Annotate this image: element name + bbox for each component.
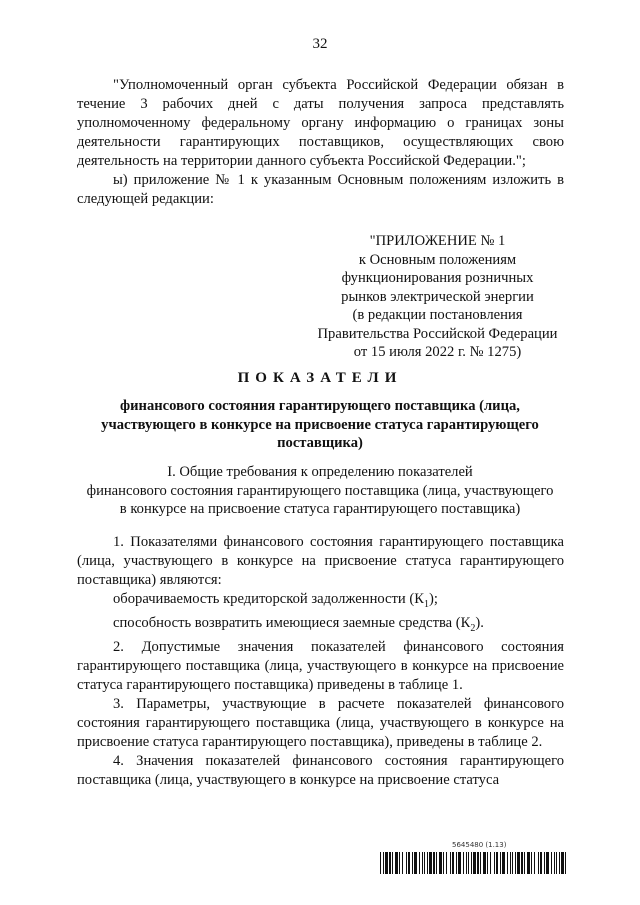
item-4: 4. Значения показателей финансового состояния гарантирующего поставщика (лица, участвующего в конкурсе на присвоение статуса bbox=[77, 752, 564, 788]
appendix-line: функционирования розничных bbox=[341, 270, 534, 286]
item-1-indicator-k2 bbox=[77, 614, 564, 638]
intro-text bbox=[77, 76, 564, 209]
section-heading-line: в конкурсе на присвоение статуса гарантирующего поставщика) bbox=[119, 501, 521, 517]
indicator-k2-end: ). bbox=[475, 614, 484, 631]
appendix-line: Правительства Российской Федерации bbox=[317, 325, 558, 342]
appendix-line: (в редакции постановления bbox=[352, 307, 523, 323]
barcode-image bbox=[380, 852, 566, 874]
appendix-header bbox=[300, 232, 575, 362]
indicator-k2-subscript: 2 bbox=[470, 622, 476, 634]
document-title: ПОКАЗАТЕЛИ bbox=[237, 370, 403, 386]
page-number: 32 bbox=[312, 36, 328, 52]
item-1: 1. Показателями финансового состояния гарантирующего поставщика (лица, участвующего в конкурсе на присвоение статуса гарантирующего поставщика) являются: bbox=[77, 534, 564, 588]
appendix-line: "ПРИЛОЖЕНИЕ № 1 bbox=[369, 233, 506, 249]
appendix-line: от 15 июля 2022 г. № 1275) bbox=[353, 344, 522, 360]
intro-paragraph-2: ы) приложение № 1 к указанным Основным положениям изложить в следующей редакции: bbox=[77, 172, 564, 207]
item-2: 2. Допустимые значения показателей финансового состояния гарантирующего поставщика (лица, участвующего в конкурсе на присвоение статуса гарантирующего поставщика) приведены в таблице 1. bbox=[77, 638, 564, 693]
item-3: 3. Параметры, участвующие в расчете показателей финансового состояния гарантирующего поставщика (лица, участвующего в конкурсе на присвоение статуса гарантирующего поставщика), приведены в таблице 2. bbox=[77, 695, 564, 750]
indicator-k1-text: оборачиваемость кредиторской задолженности (К bbox=[113, 591, 424, 607]
document-subtitle: финансового состояния гарантирующего поставщика (лица, участвующего в конкурсе на присвоение статуса гарантирующего поставщика) bbox=[101, 398, 539, 451]
indicator-k1-end: ); bbox=[428, 591, 438, 607]
indicator-k2-text: способность возвратить имеющиеся заемные средства (К bbox=[113, 614, 471, 631]
numbered-items bbox=[77, 533, 564, 790]
section-heading bbox=[70, 463, 570, 519]
section-heading-line: I. Общие требования к определению показателей bbox=[167, 464, 473, 480]
barcode-label: 5645480 (1.13) bbox=[452, 841, 507, 849]
appendix-line: к Основным положениям bbox=[358, 251, 517, 268]
intro-paragraph-1: "Уполномоченный орган субъекта Российской Федерации обязан в течение 3 рабочих дней с даты получения запроса представлять уполномоченному федеральному органу информацию о границах зоны деятельности гарантирующих поставщиков, осуществляющих свою деятельность на территории данного субъекта Российской Федерации."; bbox=[77, 77, 564, 169]
indicator-k1-subscript: 1 bbox=[423, 598, 429, 610]
item-1-indicator-k1 bbox=[77, 590, 564, 614]
appendix-line: рынков электрической энергии bbox=[341, 288, 534, 305]
section-heading-line: финансового состояния гарантирующего поставщика (лица, участвующего bbox=[86, 482, 554, 499]
